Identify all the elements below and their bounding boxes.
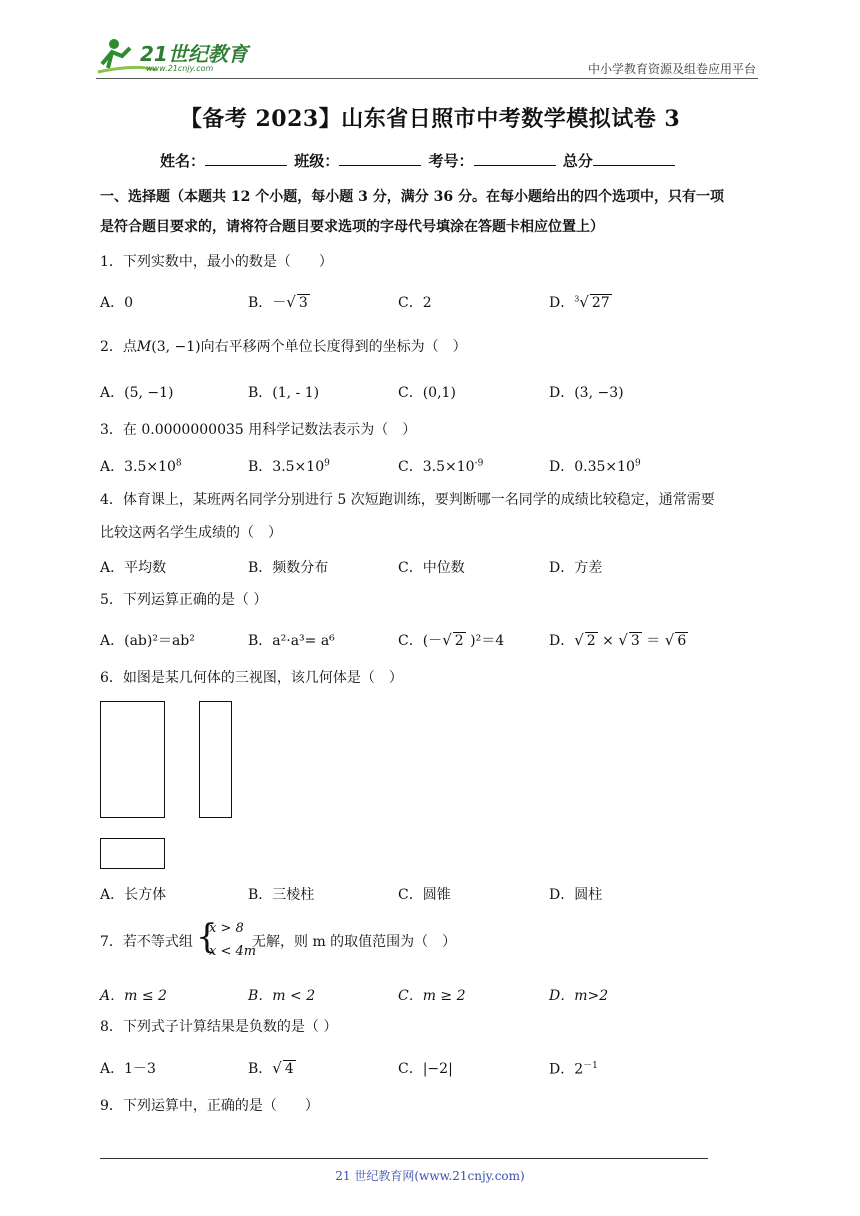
q8-d-exp: －1 xyxy=(583,1061,598,1071)
q5-option-c[interactable]: C．(－√ 2 )²＝4 xyxy=(398,631,505,649)
q5-c-suffix: )²＝4 xyxy=(465,633,505,649)
total-label: 总分 xyxy=(562,152,593,170)
q5-option-a[interactable]: A．(ab)²＝ab² xyxy=(100,633,195,649)
q2-option-d[interactable]: D．(3, −3) xyxy=(549,385,624,401)
q5-d-radicand-2: 3 xyxy=(630,633,640,649)
name-blank[interactable] xyxy=(205,151,287,166)
header-divider xyxy=(96,78,758,79)
q3-c-base: C．3.5×10 xyxy=(398,459,475,475)
q1-b-radicand: 3 xyxy=(298,295,308,311)
name-label: 姓名： xyxy=(160,152,206,170)
footer-text: 21 世纪教育网(www.21cnjy.com) xyxy=(335,1169,525,1183)
q4-option-b[interactable]: B．频数分布 xyxy=(248,560,329,576)
q7-inequality-1: x > 8 xyxy=(209,921,244,936)
q1-option-d[interactable]: D．$^3$√ 27 xyxy=(549,293,610,311)
q2-suffix: 向右平移两个单位长度得到的坐标为（ ） xyxy=(200,339,467,355)
question-4-line-1: 4．体育课上，某班两名同学分别进行 5 次短跑训练，要判断哪一名同学的成绩比较稳定，通常需要 xyxy=(100,492,715,508)
q1-option-c[interactable]: C．2 xyxy=(398,295,432,311)
q1-option-b[interactable]: B．－√ 3 xyxy=(248,293,308,311)
question-2-stem xyxy=(100,333,764,361)
question-9-stem: 9．下列运算中，正确的是（ ） xyxy=(100,1098,319,1114)
q5-d-times: × xyxy=(597,633,619,649)
q8-b-prefix: B． xyxy=(248,1061,273,1077)
question-7-stem-prefix: 7．若不等式组 xyxy=(100,934,193,950)
q2-option-a[interactable]: A．(5, −1) xyxy=(100,385,174,401)
top-view-rectangle xyxy=(100,838,165,869)
q3-b-base: B．3.5×10 xyxy=(248,459,325,475)
q8-option-b[interactable]: B．√ 4 xyxy=(248,1059,294,1077)
q3-option-a[interactable] xyxy=(100,456,182,476)
q2-option-c[interactable]: C．(0,1) xyxy=(398,385,456,401)
question-3-stem: 3．在 0.0000000035 用科学记数法表示为（ ） xyxy=(100,422,417,438)
q6-option-b[interactable]: B．三棱柱 xyxy=(248,887,315,903)
q5-option-b[interactable]: B．a²·a³= a⁶ xyxy=(248,633,335,649)
q3-a-exp: 8 xyxy=(175,458,182,469)
logo-url: www.21cnjy.com xyxy=(146,64,214,73)
q2-prefix: 2．点 xyxy=(100,339,137,355)
q3-b-exp: 9 xyxy=(324,458,330,469)
q2-option-b[interactable]: B．(1, - 1) xyxy=(248,385,320,401)
q1-option-a[interactable]: A．0 xyxy=(100,295,134,311)
section-heading-1: 一、选择题（本题共 12 个小题，每小题 3 分，满分 36 分。在每小题给出的四个选项中，只有一项 xyxy=(100,189,724,205)
q3-d-exp: 9 xyxy=(634,458,641,469)
q7-option-d[interactable]: D．m>2 xyxy=(549,988,609,1004)
logo-text: 21世纪教育 xyxy=(140,42,248,66)
q2-point-name: M xyxy=(136,339,152,355)
q4-option-a[interactable]: A．平均数 xyxy=(100,560,167,576)
side-view-rectangle xyxy=(199,701,232,818)
q7-option-b[interactable]: B．m < 2 xyxy=(248,988,316,1004)
exam-no-blank[interactable] xyxy=(474,151,556,166)
q3-option-c[interactable] xyxy=(398,456,483,476)
q5-d-radicand-1: 2 xyxy=(586,633,596,649)
front-view-rectangle xyxy=(100,701,165,818)
question-8-stem: 8．下列式子计算结果是负数的是（ ） xyxy=(100,1019,338,1035)
q3-c-exp: -9 xyxy=(474,458,484,469)
q6-option-a[interactable]: A．长方体 xyxy=(100,887,167,903)
q3-option-b[interactable] xyxy=(248,456,330,476)
q5-c-prefix: C．(－ xyxy=(398,633,443,649)
question-4-line-2: 比较这两名学生成绩的（ ） xyxy=(100,525,282,541)
site-logo xyxy=(96,34,266,78)
q6-option-c[interactable]: C．圆锥 xyxy=(398,887,451,903)
q8-option-d[interactable] xyxy=(549,1058,598,1079)
q4-option-c[interactable]: C．中位数 xyxy=(398,560,465,576)
class-blank[interactable] xyxy=(339,151,421,166)
q1-d-radicand: 27 xyxy=(591,295,610,311)
question-6-stem: 6．如图是某几何体的三视图，该几何体是（ ） xyxy=(100,670,403,686)
q3-a-base: A．3.5×10 xyxy=(100,459,176,475)
platform-text: 中小学教育资源及组卷应用平台 xyxy=(587,62,756,76)
section-heading-2: 是符合题目要求的，请将符合题目要求选项的字母代号填涂在答题卡相应位置上） xyxy=(100,219,604,235)
exam-no-label: 考号： xyxy=(428,152,474,170)
q4-option-d[interactable]: D．方差 xyxy=(549,560,603,576)
q5-d-prefix: D． xyxy=(549,633,575,649)
student-info xyxy=(160,150,677,171)
q1-d-index: 3 xyxy=(574,294,580,304)
page-title: 【备考 2023】山东省日照市中考数学模拟试卷 3 xyxy=(179,106,681,132)
q5-d-radicand-3: 6 xyxy=(677,633,687,649)
total-blank[interactable] xyxy=(593,151,675,166)
class-label: 班级： xyxy=(294,152,340,170)
q8-option-c[interactable]: C．|−2| xyxy=(398,1061,453,1077)
q3-option-d[interactable] xyxy=(549,456,641,476)
q2-point: (3, −1) xyxy=(151,339,201,355)
q3-d-base: D．0.35×10 xyxy=(549,459,635,475)
q7-inequality-2: x < 4m xyxy=(209,944,257,959)
q8-b-radicand: 4 xyxy=(284,1061,294,1077)
q8-d-base: D．2 xyxy=(549,1061,584,1078)
question-7-stem-suffix: 无解，则 m 的取值范围为（ ） xyxy=(252,934,457,950)
q7-option-a[interactable]: A．m ≤ 2 xyxy=(100,988,167,1004)
q5-c-radicand: 2 xyxy=(454,633,464,649)
q5-d-equals: ＝ xyxy=(641,633,665,649)
q1-d-prefix: D． xyxy=(549,295,575,311)
question-1-stem: 1．下列实数中，最小的数是（ ） xyxy=(100,254,333,270)
question-5-stem: 5．下列运算正确的是（ ） xyxy=(100,592,268,608)
q5-option-d[interactable]: D．√ 2 × √ 3 ＝ √ 6 xyxy=(549,631,687,649)
q6-option-d[interactable]: D．圆柱 xyxy=(549,887,603,903)
q8-option-a[interactable]: A．1－3 xyxy=(100,1061,156,1077)
q7-option-c[interactable]: C．m ≥ 2 xyxy=(398,988,466,1004)
footer-divider xyxy=(100,1158,708,1159)
q1-b-prefix: B．－ xyxy=(248,295,287,311)
q7-brace: { xyxy=(196,917,218,957)
